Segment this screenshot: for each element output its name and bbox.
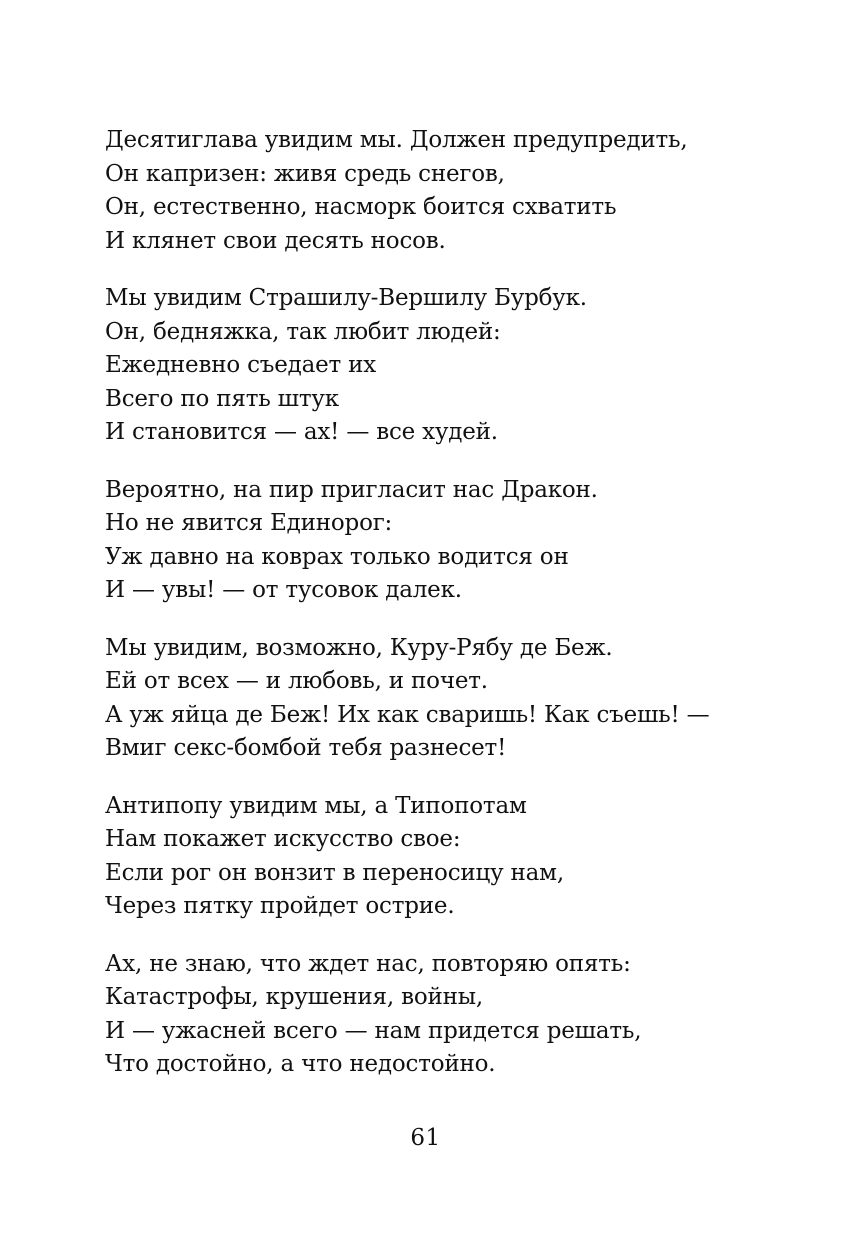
poem-line: Уж давно на коврах только водится он [105,543,569,570]
poem-line: И становится — ах! — все худей. [105,419,498,445]
stanza-5 [105,790,805,924]
poem-line: Антипопу увидим мы, а Типопотам [105,792,527,819]
poem-line: Что достойно, а что недостойно. [105,1051,496,1077]
poem-line: А уж яйца де Беж! Их как сваришь! Как съешь! — [105,701,710,728]
poem-line: Но не явится Единорог: [105,510,393,536]
poem-line: Мы увидим, возможно, Куру-Рябу де Беж. [105,634,613,661]
stanza-4 [105,632,805,766]
stanza-6 [105,948,805,1082]
page-number: 61 [410,1125,441,1151]
poem-line: Он, естественно, насморк боится схватить [105,194,617,220]
poem-line: Через пятку пройдет острие. [105,893,455,919]
poem-line: Мы увидим Страшилу-Вершилу Бурбук. [105,285,587,311]
poem-line: Нам покажет искусство свое: [105,826,461,852]
poem-line: Всего по пять штук [105,385,339,412]
poem-line: Вмиг секс-бомбой тебя разнесет! [105,735,507,761]
poem-line: И клянет свои десять носов. [105,227,446,254]
stanza-3 [105,474,805,608]
poem-line: И — увы! — от тусовок далек. [105,577,462,603]
poem-line: Катастрофы, крушения, войны, [105,984,483,1010]
poem-line: Десятиглава увидим мы. Должен предупредить, [105,127,688,153]
poem-line: Он капризен: живя средь снегов, [105,160,505,187]
poem-line: Ах, не знаю, что ждет нас, повторяю опять: [105,950,631,977]
poem-line: Если рог он вонзит в переносицу нам, [105,859,564,886]
poem-line: И — ужасней всего — нам придется решать, [105,1017,642,1044]
poem-line: Ей от всех — и любовь, и почет. [105,668,488,694]
poem-line: Он, бедняжка, так любит людей: [105,318,501,345]
stanza-1 [105,124,805,258]
poem-line: Ежедневно съедает их [105,352,377,378]
poem [105,124,805,1106]
poem-line: Вероятно, на пир пригласит нас Дракон. [105,476,598,503]
stanza-2 [105,282,805,450]
